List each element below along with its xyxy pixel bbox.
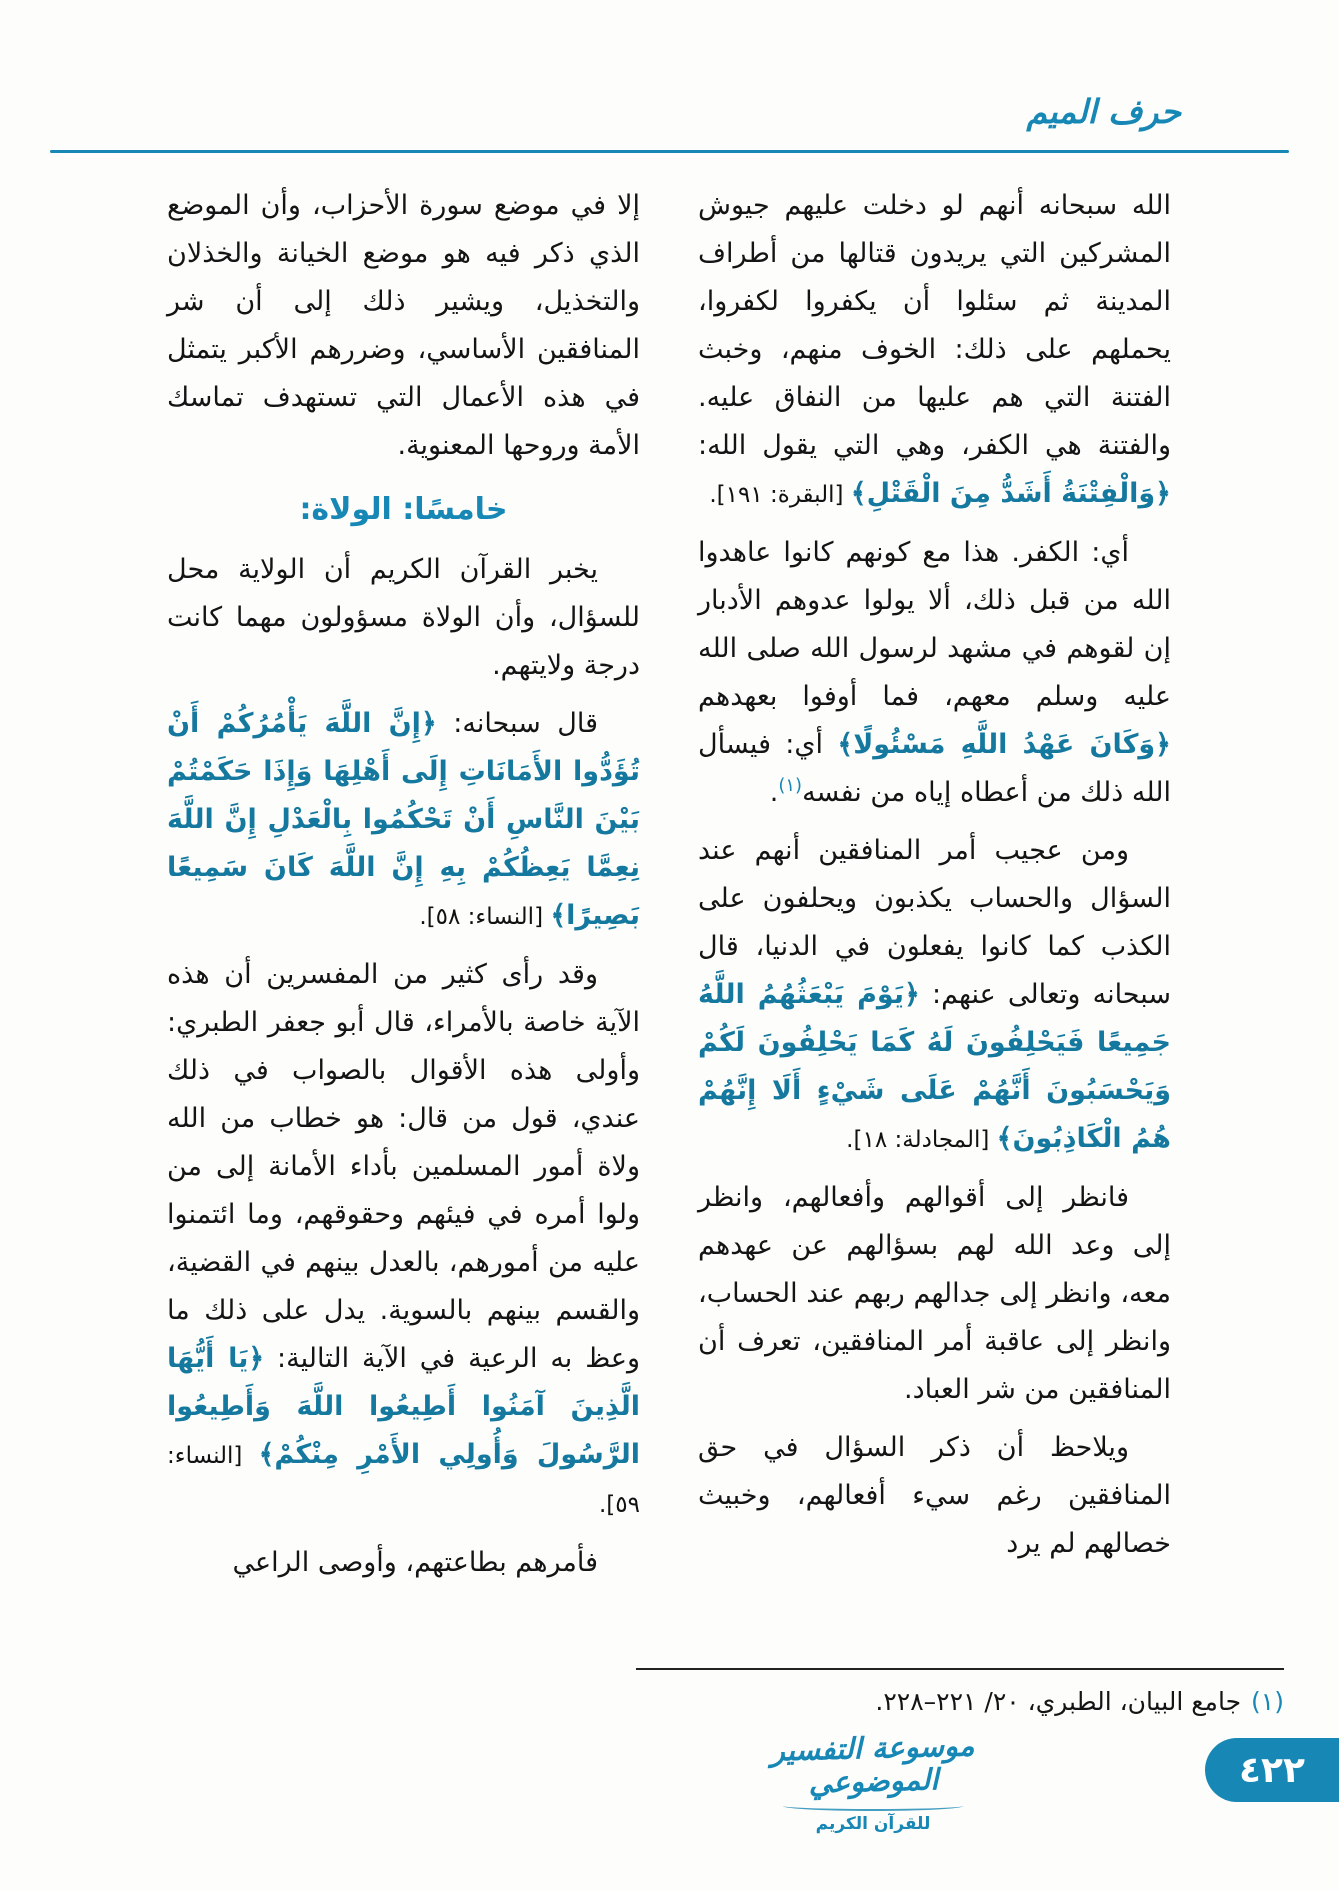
column-left (167, 182, 640, 1597)
body-text: الله سبحانه أنهم لو دخلت عليهم جيوش المشركين التي يريدون قتالها من أطراف المدينة ثم سئلوا أن يكفروا لكفروا، يحملهم على ذلك: الخوف منهم، وخبث الفتنة التي هم عليها من النفاق عليه. والفتنة هي الكفر، وهي التي يقول الله: (698, 190, 1171, 461)
section-heading (167, 486, 640, 534)
body-text: . (769, 777, 779, 808)
paragraph (167, 546, 640, 690)
quran-verse: ﴿يَوْمَ يَبْعَثُهُمُ اللَّهُ جَمِيعًا فَيَحْلِفُونَ لَهُ كَمَا يَحْلِفُونَ لَكُمْ وَيَحْسَبُونَ أَنَّهُمْ عَلَى شَيْءٍ أَلَا إِنَّهُمْ هُمُ الْكَاذِبُونَ﴾ (698, 979, 1171, 1154)
verse-reference: [البقرة: ١٩١]. (709, 482, 851, 508)
footnote-text: جامع البيان، الطبري، ٢٠/ ٢٢١–٢٢٨. (875, 1687, 1242, 1716)
paragraph (698, 529, 1171, 817)
body-text: فانظر إلى أقوالهم وأفعالهم، وانظر إلى وعد الله لهم بسؤالهم عن عهدهم معه، وانظر إلى جدالهم ربهم عند الحساب، وانظر إلى عاقبة أمر المنافقين، تعرف أن المنافقين من شر العباد. (698, 1182, 1171, 1405)
paragraph (698, 827, 1171, 1164)
footnote-number: (١) (1251, 1687, 1284, 1716)
page-header: حرف الميم (1026, 92, 1181, 131)
paragraph (698, 1424, 1171, 1568)
body-text: خامسًا: الولاة: (299, 492, 508, 527)
paragraph (167, 951, 640, 1529)
paragraph (167, 700, 640, 941)
paragraph (698, 1174, 1171, 1414)
quran-verse: ﴿يَا أَيُّهَا الَّذِينَ آمَنُوا أَطِيعُوا اللَّهَ وَأَطِيعُوا الرَّسُولَ وَأُولِي الأَمْرِ مِنْكُمْ﴾ (167, 1343, 640, 1470)
page-number-badge: ٤٢٢ (1205, 1738, 1339, 1802)
footnote (636, 1668, 1284, 1722)
body-text: وقد رأى كثير من المفسرين أن هذه الآية خاصة بالأمراء، قال أبو جعفر الطبري: وأولى هذه الأقوال بالصواب في ذلك عندي، قول من قال: هو خطاب من الله ولاة أمور المسلمين بأداء الأمانة إلى من ولوا أمره في فيئهم وحقوقهم، وما ائتمنوا عليه من أمورهم، بالعدل بينهم في القضية، والقسم بينهم بالسوية. يدل على ذلك ما وعظ به الرعية في الآية التالية: (167, 959, 640, 1374)
paragraph (698, 182, 1171, 519)
body-text: أي: فيسأل الله ذلك من أعطاه إياه من نفسه (698, 729, 1171, 808)
verse-reference: [المجادلة: ١٨]. (846, 1127, 997, 1153)
paragraph (167, 182, 640, 470)
publisher-logo-title: موسوعة التفسير الموضوعي (770, 1728, 975, 1801)
body-text: إلا في موضع سورة الأحزاب، وأن الموضع الذي ذكر فيه هو موضع الخيانة والخذلان والتخذيل، ويشير ذلك إلى أن شر المنافقين الأساسي، وضررهم الأكبر يتمثل في هذه الأعمال التي تستهدف تماسك الأمة وروحها المعنوية. (167, 190, 640, 461)
logo-flourish-ornament (783, 1801, 963, 1811)
content-columns (167, 182, 1171, 1597)
verse-reference: [النساء: ٥٩]. (167, 1443, 640, 1518)
paragraph (167, 1539, 640, 1587)
body-text: يخبر القرآن الكريم أن الولاية محل للسؤال، وأن الولاة مسؤولون مهما كانت درجة ولايتهم. (167, 554, 640, 681)
body-text: فأمرهم بطاعتهم، وأوصى الراعي (232, 1547, 598, 1578)
body-text: أي: الكفر. هذا مع كونهم كانوا عاهدوا الله من قبل ذلك، ألا يولوا عدوهم الأدبار إن لقوهم في مشهد لرسول الله صلى الله عليه وسلم معهم، فما أوفوا بعهدهم (698, 537, 1171, 712)
quran-verse: ﴿وَكَانَ عَهْدُ اللَّهِ مَسْئُولًا﴾ (837, 729, 1172, 760)
verse-reference: [النساء: ٥٨]. (419, 904, 551, 930)
header-rule (50, 150, 1289, 153)
footnote-marker: (١) (778, 775, 803, 796)
publisher-logo-subtitle: للقرآن الكريم (815, 1813, 931, 1834)
body-text: قال سبحانه: (436, 708, 598, 739)
publisher-logo (738, 1728, 1008, 1834)
quran-verse: ﴿إِنَّ اللَّهَ يَأْمُرُكُمْ أَنْ تُؤَدُّوا الأَمَانَاتِ إِلَى أَهْلِهَا وَإِذَا حَكَمْتُمْ بَيْنَ النَّاسِ أَنْ تَحْكُمُوا بِالْعَدْلِ إِنَّ اللَّهَ نِعِمَّا يَعِظُكُمْ بِهِ إِنَّ اللَّهَ كَانَ سَمِيعًا بَصِيرًا﴾ (167, 708, 640, 931)
body-text: ومن عجيب أمر المنافقين أنهم عند السؤال والحساب يكذبون ويحلفون على الكذب كما كانوا يفعلون في الدنيا، قال سبحانه وتعالى عنهم: (698, 835, 1172, 1010)
column-right (698, 182, 1171, 1597)
quran-verse: ﴿وَالْفِتْنَةُ أَشَدُّ مِنَ الْقَتْلِ﴾ (850, 478, 1171, 509)
body-text: ويلاحظ أن ذكر السؤال في حق المنافقين رغم سيء أفعالهم، وخبيث خصالهم لم يرد (698, 1432, 1171, 1559)
